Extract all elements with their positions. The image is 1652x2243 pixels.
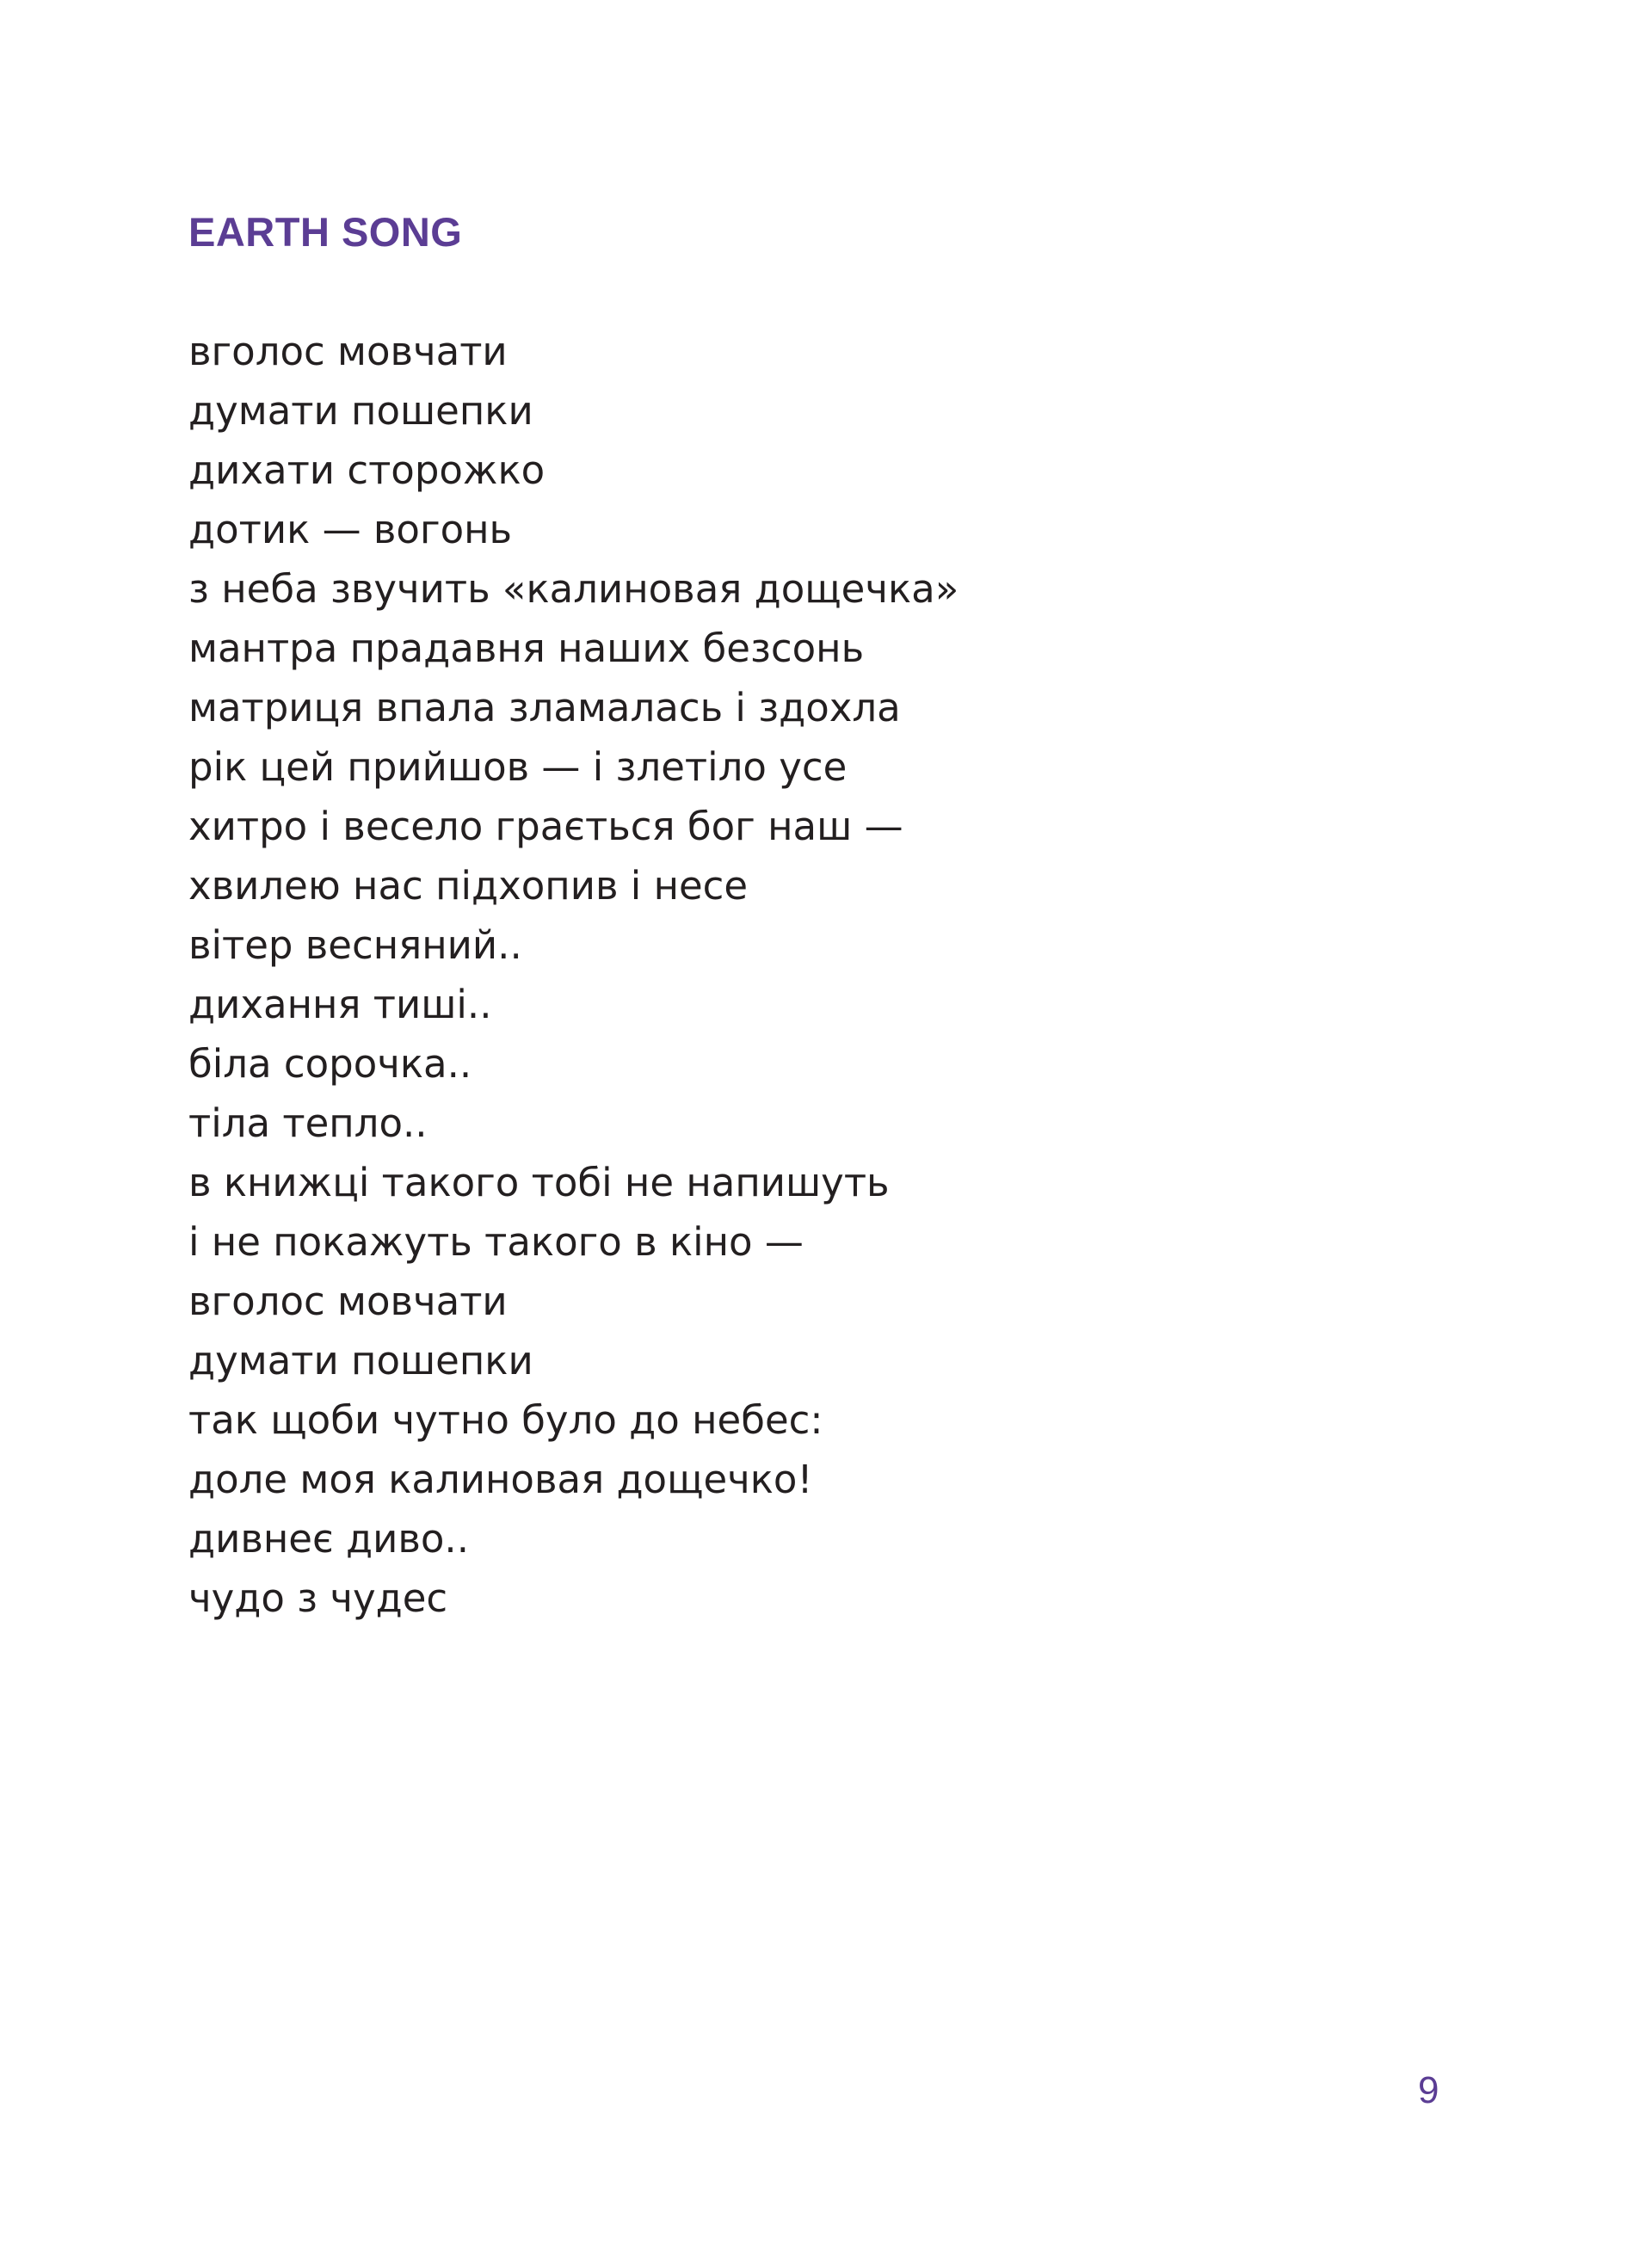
poem-line: доле моя калиновая дощечко! <box>188 1457 813 1502</box>
poem-line: думати пошепки <box>188 388 533 434</box>
poem-line: в книжці такого тобі не напишуть <box>188 1160 890 1205</box>
poem-line: вголос мовчати <box>188 1279 508 1324</box>
poem-line: і не покажуть такого в кіно — <box>188 1219 804 1265</box>
page-number: 9 <box>1418 2069 1439 2111</box>
poem-line: думати пошепки <box>188 1338 533 1383</box>
poem-line: біла сорочка.. <box>188 1041 472 1087</box>
poem-title: EARTH SONG <box>188 209 463 255</box>
poem-line: мантра прадавня наших безсонь <box>188 625 865 671</box>
poem-line: дихати сторожко <box>188 447 546 493</box>
poem-line: дивнеє диво.. <box>188 1516 470 1562</box>
poem-line: вітер весняний.. <box>188 922 522 968</box>
poem-line: матриця впала зламалась і здохла <box>188 685 901 730</box>
poem-line: вголос мовчати <box>188 329 508 374</box>
poem-body <box>188 322 959 1628</box>
poem-line: так щоби чутно було до небес: <box>188 1397 823 1443</box>
poem-line: хитро і весело грається бог наш — <box>188 804 903 849</box>
poem-line: хвилею нас підхопив і несе <box>188 863 749 909</box>
poem-line: дихання тиші.. <box>188 982 492 1027</box>
poem-line: тіла тепло.. <box>188 1100 428 1146</box>
poem-line: з неба звучить «калиновая дощечка» <box>188 566 959 612</box>
poem-line: рік цей прийшов — і злетіло усе <box>188 744 848 790</box>
poem-line: дотик — вогонь <box>188 507 513 552</box>
poem-line: чудо з чудес <box>188 1575 448 1621</box>
